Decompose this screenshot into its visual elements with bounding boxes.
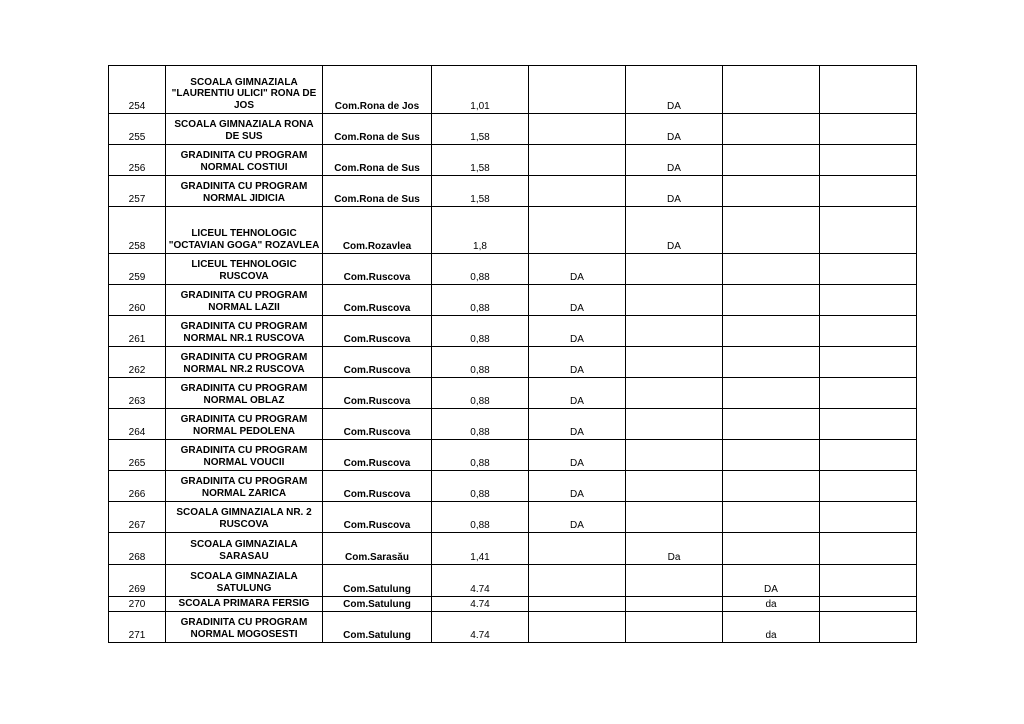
table-row [109, 440, 917, 471]
school-name-cell: SCOALA GIMNAZIALA NR. 2 RUSCOVA [166, 502, 323, 533]
row-number-cell: 260 [109, 285, 166, 316]
column-6-cell [626, 440, 723, 471]
column-6-cell: DA [626, 145, 723, 176]
row-number-cell: 263 [109, 378, 166, 409]
row-number-cell: 267 [109, 502, 166, 533]
table-row [109, 378, 917, 409]
column-6-cell [626, 254, 723, 285]
table-row [109, 409, 917, 440]
school-name-cell: GRADINITA CU PROGRAM NORMAL ZARICA [166, 471, 323, 502]
row-number-cell: 271 [109, 612, 166, 643]
column-5-cell: DA [529, 254, 626, 285]
column-8-cell [820, 176, 917, 207]
table-row [109, 565, 917, 597]
column-6-cell: DA [626, 114, 723, 145]
locality-cell: Com.Rona de Sus [323, 114, 432, 145]
column-7-cell [723, 114, 820, 145]
row-number-cell: 261 [109, 316, 166, 347]
column-5-cell [529, 145, 626, 176]
column-5-cell [529, 612, 626, 643]
coefficient-cell: 1,58 [432, 114, 529, 145]
column-7-cell [723, 533, 820, 565]
row-number-cell: 269 [109, 565, 166, 597]
column-7-cell [723, 502, 820, 533]
column-6-cell [626, 612, 723, 643]
row-number-cell: 266 [109, 471, 166, 502]
locality-cell: Com.Ruscova [323, 347, 432, 378]
column-8-cell [820, 440, 917, 471]
column-7-cell: da [723, 612, 820, 643]
school-name-cell: SCOALA GIMNAZIALA RONA DE SUS [166, 114, 323, 145]
locality-cell: Com.Ruscova [323, 285, 432, 316]
column-7-cell [723, 176, 820, 207]
coefficient-cell: 0,88 [432, 316, 529, 347]
table-row [109, 114, 917, 145]
locality-cell: Com.Satulung [323, 597, 432, 612]
column-8-cell [820, 378, 917, 409]
row-number-cell: 262 [109, 347, 166, 378]
row-number-cell: 265 [109, 440, 166, 471]
coefficient-cell: 1,41 [432, 533, 529, 565]
column-8-cell [820, 347, 917, 378]
row-number-cell: 257 [109, 176, 166, 207]
school-name-cell: GRADINITA CU PROGRAM NORMAL COSTIUI [166, 145, 323, 176]
column-6-cell: DA [626, 66, 723, 114]
column-7-cell [723, 440, 820, 471]
locality-cell: Com.Sarasău [323, 533, 432, 565]
column-5-cell [529, 533, 626, 565]
column-7-cell [723, 207, 820, 254]
column-7-cell: da [723, 597, 820, 612]
school-name-cell: GRADINITA CU PROGRAM NORMAL MOGOSESTI [166, 612, 323, 643]
locality-cell: Com.Rozavlea [323, 207, 432, 254]
column-8-cell [820, 316, 917, 347]
school-name-cell: LICEUL TEHNOLOGIC RUSCOVA [166, 254, 323, 285]
locality-cell: Com.Ruscova [323, 440, 432, 471]
column-5-cell: DA [529, 316, 626, 347]
column-8-cell [820, 565, 917, 597]
table-row [109, 145, 917, 176]
column-6-cell: DA [626, 207, 723, 254]
locality-cell: Com.Rona de Jos [323, 66, 432, 114]
table-row [109, 176, 917, 207]
table-row [109, 66, 917, 114]
column-6-cell [626, 502, 723, 533]
column-8-cell [820, 145, 917, 176]
school-name-cell: GRADINITA CU PROGRAM NORMAL VOUCII [166, 440, 323, 471]
table-row [109, 316, 917, 347]
column-5-cell: DA [529, 378, 626, 409]
column-6-cell [626, 597, 723, 612]
table-row [109, 597, 917, 612]
row-number-cell: 264 [109, 409, 166, 440]
school-name-cell: GRADINITA CU PROGRAM NORMAL JIDICIA [166, 176, 323, 207]
column-7-cell [723, 66, 820, 114]
coefficient-cell: 0,88 [432, 502, 529, 533]
column-6-cell [626, 285, 723, 316]
coefficient-cell: 0,88 [432, 285, 529, 316]
column-5-cell: DA [529, 502, 626, 533]
column-7-cell [723, 471, 820, 502]
table-row [109, 285, 917, 316]
coefficient-cell: 0,88 [432, 378, 529, 409]
school-name-cell: GRADINITA CU PROGRAM NORMAL NR.1 RUSCOVA [166, 316, 323, 347]
school-name-cell: SCOALA GIMNAZIALA SATULUNG [166, 565, 323, 597]
coefficient-cell: 4.74 [432, 565, 529, 597]
column-6-cell: Da [626, 533, 723, 565]
row-number-cell: 270 [109, 597, 166, 612]
column-7-cell [723, 316, 820, 347]
column-5-cell [529, 66, 626, 114]
column-7-cell [723, 409, 820, 440]
school-name-cell: SCOALA PRIMARA FERSIG [166, 597, 323, 612]
locality-cell: Com.Ruscova [323, 316, 432, 347]
coefficient-cell: 1,8 [432, 207, 529, 254]
coefficient-cell: 1,58 [432, 176, 529, 207]
column-5-cell [529, 565, 626, 597]
column-7-cell: DA [723, 565, 820, 597]
column-8-cell [820, 254, 917, 285]
table-row [109, 533, 917, 565]
column-6-cell [626, 471, 723, 502]
table-row [109, 502, 917, 533]
coefficient-cell: 0,88 [432, 471, 529, 502]
column-7-cell [723, 254, 820, 285]
column-7-cell [723, 347, 820, 378]
table-row [109, 347, 917, 378]
column-8-cell [820, 207, 917, 254]
schools-table [108, 65, 917, 643]
row-number-cell: 254 [109, 66, 166, 114]
coefficient-cell: 0,88 [432, 440, 529, 471]
locality-cell: Com.Rona de Sus [323, 145, 432, 176]
school-name-cell: GRADINITA CU PROGRAM NORMAL NR.2 RUSCOVA [166, 347, 323, 378]
column-5-cell: DA [529, 471, 626, 502]
column-5-cell [529, 114, 626, 145]
coefficient-cell: 4.74 [432, 597, 529, 612]
school-name-cell: SCOALA GIMNAZIALA "LAURENTIU ULICI" RONA DE JOS [166, 66, 323, 114]
column-5-cell [529, 597, 626, 612]
column-7-cell [723, 285, 820, 316]
row-number-cell: 259 [109, 254, 166, 285]
column-8-cell [820, 502, 917, 533]
column-6-cell [626, 316, 723, 347]
table-row [109, 612, 917, 643]
school-name-cell: SCOALA GIMNAZIALA SARASAU [166, 533, 323, 565]
column-8-cell [820, 66, 917, 114]
column-8-cell [820, 612, 917, 643]
column-8-cell [820, 285, 917, 316]
table-row [109, 471, 917, 502]
school-name-cell: GRADINITA CU PROGRAM NORMAL PEDOLENA [166, 409, 323, 440]
column-6-cell [626, 347, 723, 378]
coefficient-cell: 1,58 [432, 145, 529, 176]
coefficient-cell: 0,88 [432, 254, 529, 285]
locality-cell: Com.Ruscova [323, 254, 432, 285]
coefficient-cell: 1,01 [432, 66, 529, 114]
column-8-cell [820, 597, 917, 612]
locality-cell: Com.Satulung [323, 612, 432, 643]
column-5-cell: DA [529, 440, 626, 471]
row-number-cell: 258 [109, 207, 166, 254]
column-8-cell [820, 471, 917, 502]
table-row [109, 207, 917, 254]
column-5-cell [529, 176, 626, 207]
column-8-cell [820, 409, 917, 440]
column-5-cell [529, 207, 626, 254]
column-6-cell [626, 378, 723, 409]
row-number-cell: 255 [109, 114, 166, 145]
coefficient-cell: 0,88 [432, 409, 529, 440]
column-7-cell [723, 378, 820, 409]
locality-cell: Com.Rona de Sus [323, 176, 432, 207]
locality-cell: Com.Ruscova [323, 409, 432, 440]
column-8-cell [820, 533, 917, 565]
locality-cell: Com.Ruscova [323, 502, 432, 533]
table-row [109, 254, 917, 285]
school-name-cell: GRADINITA CU PROGRAM NORMAL LAZII [166, 285, 323, 316]
column-6-cell: DA [626, 176, 723, 207]
column-8-cell [820, 114, 917, 145]
row-number-cell: 256 [109, 145, 166, 176]
coefficient-cell: 4.74 [432, 612, 529, 643]
school-name-cell: GRADINITA CU PROGRAM NORMAL OBLAZ [166, 378, 323, 409]
row-number-cell: 268 [109, 533, 166, 565]
coefficient-cell: 0,88 [432, 347, 529, 378]
locality-cell: Com.Satulung [323, 565, 432, 597]
column-5-cell: DA [529, 409, 626, 440]
column-7-cell [723, 145, 820, 176]
column-6-cell [626, 409, 723, 440]
column-5-cell: DA [529, 347, 626, 378]
locality-cell: Com.Ruscova [323, 378, 432, 409]
locality-cell: Com.Ruscova [323, 471, 432, 502]
column-5-cell: DA [529, 285, 626, 316]
school-name-cell: LICEUL TEHNOLOGIC "OCTAVIAN GOGA" ROZAVLEA [166, 207, 323, 254]
column-6-cell [626, 565, 723, 597]
